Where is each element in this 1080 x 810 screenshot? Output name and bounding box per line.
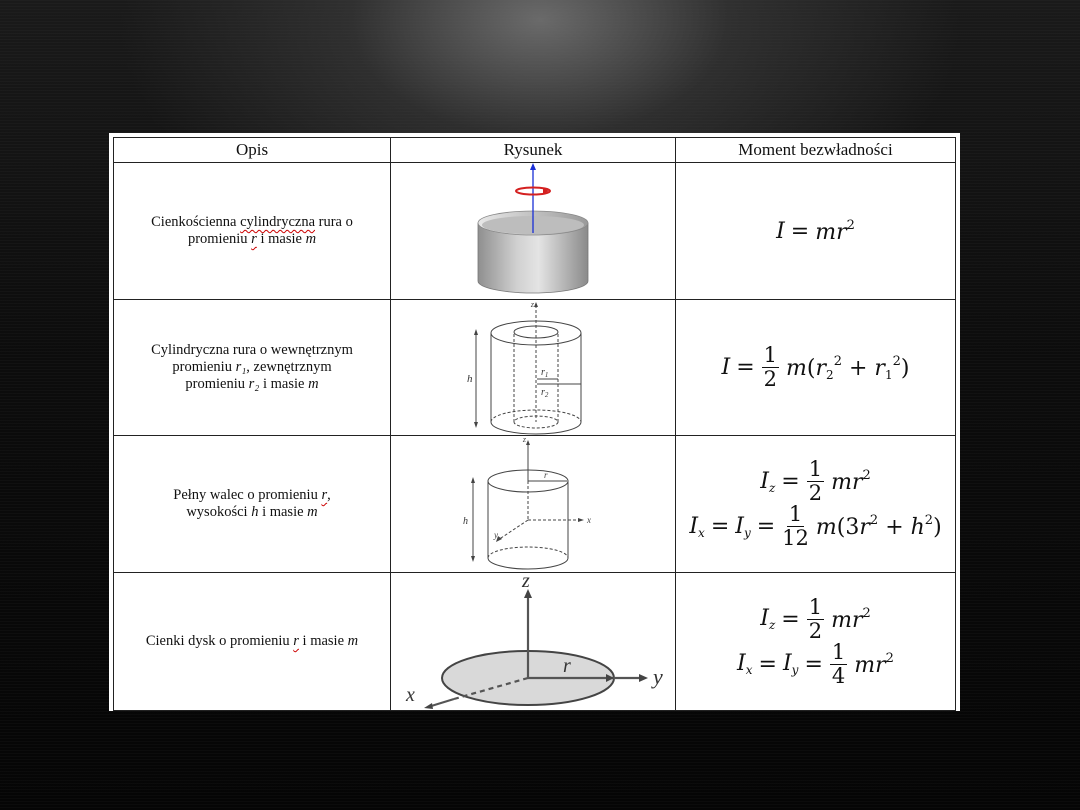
table-header-row <box>114 138 956 163</box>
svg-text:z: z <box>522 573 530 592</box>
svg-text:r: r <box>563 655 571 677</box>
desc-text: cylindryczna <box>240 214 316 230</box>
formula-line-xy: $I_x$ = $I_y$ = $\frac{1}{4}$ $mr^2$ <box>737 639 894 688</box>
svg-text:z: z <box>522 436 526 444</box>
formula-line: I = $mr^2$ <box>776 217 855 245</box>
table-row <box>114 163 956 300</box>
desc-text: r <box>251 231 257 247</box>
slide-image <box>109 133 960 711</box>
thick-walled-cylinder-figure <box>458 300 608 435</box>
header-moment-of-inertia: Moment bezwładności <box>676 138 956 163</box>
desc-text: m <box>305 231 317 247</box>
row-description <box>114 163 391 300</box>
svg-text:h: h <box>467 373 473 385</box>
row-description: Cienki dysk o promieniu r i masie m <box>114 573 391 711</box>
row-figure <box>391 163 676 300</box>
svg-text:h: h <box>463 516 468 527</box>
desc-text: rura o <box>315 214 353 230</box>
row-figure <box>391 300 676 436</box>
row-formula <box>676 163 956 300</box>
table-row <box>114 300 956 436</box>
formula-line: I = $\frac{1}{2}$ $m(r_2^2 + r_1^2)$ <box>721 343 910 391</box>
row-description: Pełny walec o promieniu r, wysokości h i masie m <box>114 436 391 573</box>
formula-line-z: $I_z$ = $\frac{1}{2}$ $mr^2$ <box>760 457 871 505</box>
header-description: Opis <box>114 138 391 163</box>
desc-text: Cylindryczna rura o wewnętrznym <box>151 342 353 358</box>
svg-text:r2: $r_2$ <box>541 387 549 399</box>
formula-line-z: $I_z$ = $\frac{1}{2}$ $mr^2$ <box>760 594 871 643</box>
solid-cylinder-figure <box>458 436 608 572</box>
thin-walled-cylinder-figure <box>413 163 653 299</box>
formula-line-xy: $I_x$ = $I_y$ = $\frac{1}{12}$ $m(3r^2 + h^2)$ <box>689 502 942 550</box>
desc-text: Cienkościenna <box>151 214 241 230</box>
row-formula <box>676 573 956 711</box>
svg-text:z: z <box>530 300 534 309</box>
header-figure: Rysunek <box>391 138 676 163</box>
svg-text:x: x <box>406 684 415 706</box>
table-row <box>114 573 956 711</box>
row-figure <box>391 573 676 711</box>
svg-text:r: r <box>544 470 548 480</box>
table-row <box>114 436 956 573</box>
svg-text:y: y <box>494 530 498 540</box>
row-figure <box>391 436 676 573</box>
desc-text: promieniu <box>187 231 252 247</box>
row-formula <box>676 300 956 436</box>
svg-text:x: x <box>587 515 591 525</box>
thin-disk-figure <box>398 573 668 710</box>
svg-text:r1: $r_1$ <box>541 367 549 379</box>
moments-of-inertia-table <box>113 137 956 711</box>
desc-text: i masie <box>256 231 306 247</box>
row-description: Cylindryczna rura o wewnętrznym promieniu r₁, zewnętrznym promieniu r₂ i masie m <box>114 300 391 436</box>
row-formula <box>676 436 956 573</box>
svg-text:y: y <box>653 664 663 689</box>
